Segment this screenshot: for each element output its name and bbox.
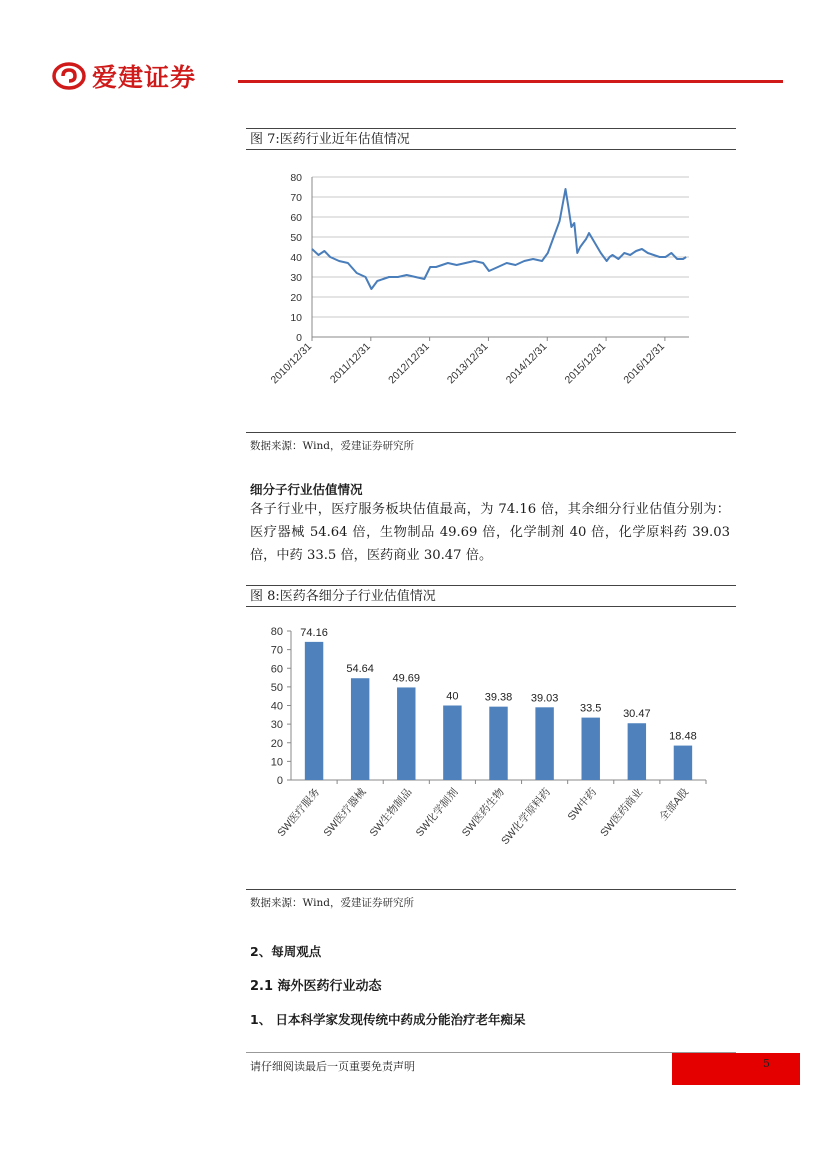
- bar: [489, 707, 507, 780]
- bar: [535, 707, 553, 780]
- x-category-label: SW生物制品: [367, 786, 415, 840]
- figure8-source: 数据来源：Wind，爱建证券研究所: [250, 897, 414, 909]
- section2-1-heading: 2.1 海外医药行业动态: [250, 979, 382, 994]
- x-category-label: 全部A股: [657, 786, 692, 824]
- footer-rule: [246, 1052, 736, 1053]
- subsection-paragraph: 各子行业中，医疗服务板块估值最高，为 74.16 倍，其余细分行业估值分别为：医疗器械 54.64 倍，生物制品 49.69 倍，化学制剂 40 倍，化学原料药 39.03 倍，中药 33.5 倍，医药商业 30.47 倍。: [250, 502, 730, 563]
- x-category-label: SW医药商业: [598, 786, 646, 840]
- section2-item1: 1、 日本科学家发现传统中药成分能治疗老年痴呆: [250, 1012, 526, 1027]
- section2-heading: 2、每周观点: [250, 944, 322, 959]
- x-tick-label: 2012/12/31: [386, 340, 432, 387]
- bar: [351, 678, 369, 780]
- bar-data-label: 54.64: [346, 663, 374, 676]
- x-tick-label: 2011/12/31: [327, 340, 373, 386]
- x-tick-label: 2010/12/31: [268, 340, 315, 387]
- bar-data-label: 40: [446, 690, 459, 703]
- pe-series-line: [312, 189, 686, 289]
- x-category-label: SW医药生物: [459, 786, 507, 840]
- figure7-title: 图 7:医药行业近年估值情况: [246, 128, 736, 150]
- x-category-label: SW医疗服务: [275, 786, 323, 840]
- bar: [443, 706, 461, 781]
- y-tick-label: 80: [290, 172, 302, 184]
- figure7-source: 数据来源：Wind，爱建证券研究所: [250, 440, 414, 452]
- bar-data-label: 33.5: [580, 702, 602, 715]
- footer-disclaimer: 请仔细阅读最后一页重要免责声明: [250, 1060, 415, 1073]
- bar-data-label: 18.48: [669, 730, 697, 743]
- y-tick-label: 10: [290, 312, 302, 324]
- x-tick-label: 2013/12/31: [444, 340, 491, 387]
- bar: [397, 687, 415, 780]
- y-tick-label: 20: [270, 737, 283, 750]
- x-tick-label: 2015/12/31: [562, 340, 609, 387]
- bar-data-label: 49.69: [392, 672, 421, 685]
- x-tick-label: 2014/12/31: [503, 340, 550, 387]
- x-category-label: SW化学原料药: [499, 786, 553, 848]
- bar-data-label: 39.38: [484, 691, 513, 704]
- y-tick-label: 70: [270, 644, 283, 657]
- y-tick-label: 60: [270, 663, 283, 676]
- y-tick-label: 0: [276, 775, 283, 787]
- subindustry-bar-chart: [246, 612, 736, 887]
- y-tick-label: 50: [270, 681, 283, 694]
- y-tick-label: 30: [270, 719, 283, 732]
- spiral-logo-icon: [52, 61, 86, 91]
- bar: [628, 723, 646, 780]
- figure8-bottom-rule: [246, 889, 736, 890]
- bar: [305, 642, 323, 780]
- x-category-label: SW医疗器械: [321, 786, 369, 840]
- bar-data-label: 39.03: [530, 692, 559, 705]
- figure7-bottom-rule: [246, 432, 736, 433]
- page-number: 5: [763, 1057, 770, 1070]
- x-tick-label: 2016/12/31: [621, 340, 668, 387]
- bar-data-label: 74.16: [300, 626, 328, 639]
- header-rule: [238, 80, 783, 83]
- bar-data-label: 30.47: [623, 708, 651, 721]
- y-tick-label: 10: [270, 756, 283, 769]
- y-tick-label: 30: [290, 272, 302, 284]
- y-tick-label: 70: [290, 192, 302, 204]
- subsection-heading: 细分子行业估值情况: [250, 482, 363, 497]
- x-category-label: SW中药: [565, 786, 600, 823]
- page-number-box: [672, 1053, 800, 1085]
- bar: [582, 718, 600, 780]
- y-tick-label: 20: [290, 292, 302, 304]
- y-tick-label: 40: [270, 700, 283, 713]
- y-tick-label: 60: [290, 212, 302, 224]
- x-category-label: SW化学制剂: [413, 786, 461, 840]
- company-logo: [52, 58, 242, 94]
- brand-name: 爱建证券: [92, 63, 197, 92]
- bar: [674, 746, 692, 780]
- valuation-line-chart: [246, 160, 736, 430]
- y-tick-label: 0: [296, 332, 302, 344]
- y-tick-label: 40: [290, 252, 302, 264]
- y-tick-label: 50: [290, 232, 302, 244]
- figure8-title: 图 8:医药各细分子行业估值情况: [246, 585, 736, 607]
- y-tick-label: 80: [270, 626, 283, 638]
